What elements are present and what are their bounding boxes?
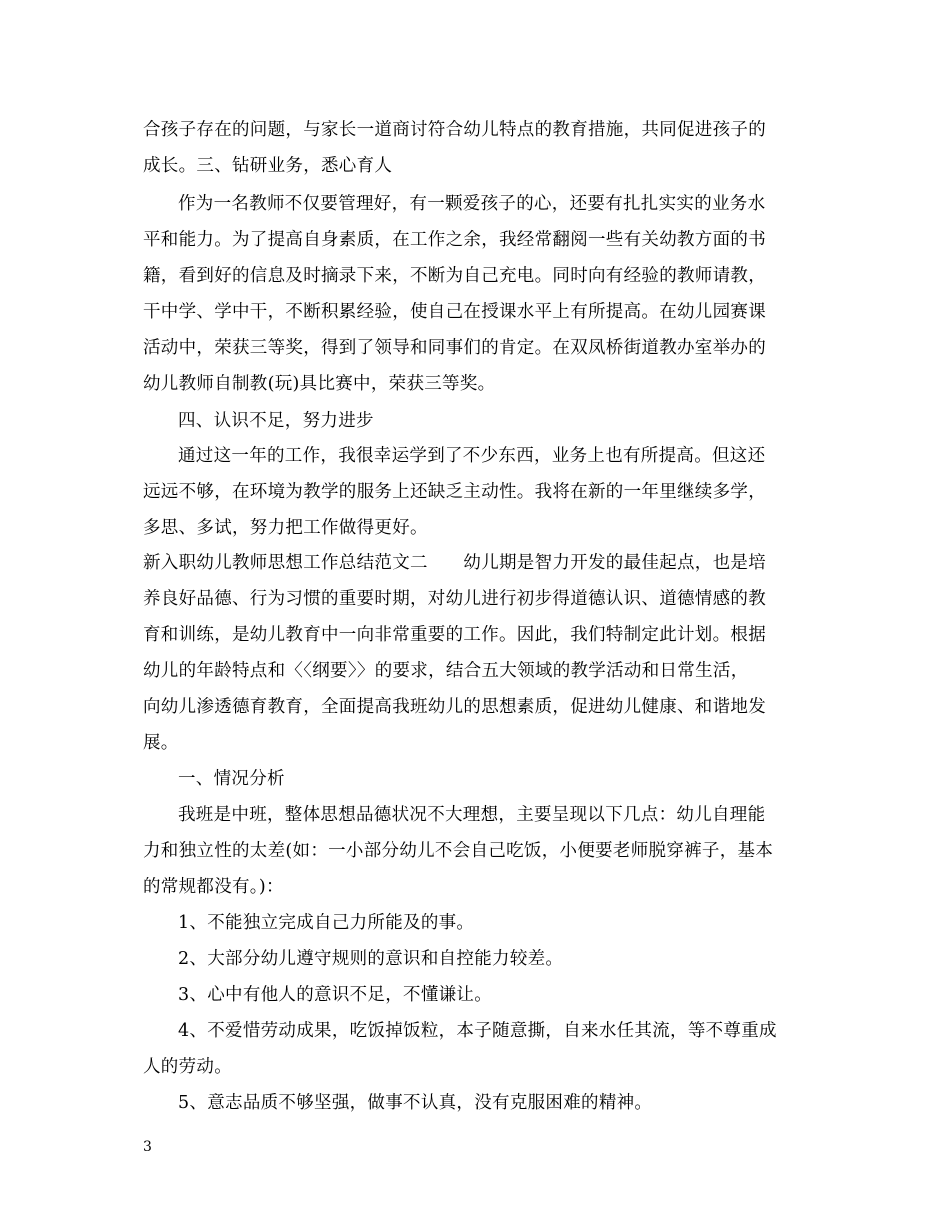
text-line: 作为一名教师不仅要管理好，有一颗爱孩子的心，还要有扎扎实实的业务水 xyxy=(178,194,766,214)
text-line: 幼儿教师自制教(玩)具比赛中，荣获三等奖。 xyxy=(143,374,496,394)
text-line: 我班是中班，整体思想品德状况不大理想，主要呈现以下几点：幼儿自理能 xyxy=(178,805,766,825)
list-item: 4、不爱惜劳动成果，吃饭掉饭粒，本子随意撕，自来水任其流，等不尊重成 xyxy=(178,1021,777,1041)
text-line: 的常规都没有。)： xyxy=(143,877,284,897)
text-line: 成长。三、钻研业务，悉心育人 xyxy=(143,156,393,176)
text-line: 展。 xyxy=(143,733,179,753)
page-number: 3 xyxy=(143,1139,152,1155)
text-line: 多思、多试，努力把工作做得更好。 xyxy=(143,518,428,538)
text-line: 向幼儿渗透德育教育，全面提高我班幼儿的思想素质，促进幼儿健康、和谐地发 xyxy=(143,697,766,717)
text-line: 干中学、学中干，不断积累经验，使自己在授课水平上有所提高。在幼儿园赛课 xyxy=(143,302,766,322)
text-line: 平和能力。为了提高自身素质，在工作之余，我经常翻阅一些有关幼教方面的书 xyxy=(143,230,766,250)
text-line: 新入职幼儿教师思想工作总结范文二 幼儿期是智力开发的最佳起点，也是培 xyxy=(143,553,766,573)
text-line: 远远不够，在环境为教学的服务上还缺乏主动性。我将在新的一年里继续多学， xyxy=(143,482,766,502)
list-item: 1、不能独立完成自己力所能及的事。 xyxy=(178,913,475,933)
text-line: 养良好品德、行为习惯的重要时期，对幼儿进行初步得道德认识、道德情感的教 xyxy=(143,589,766,609)
text-line: 幼儿的年龄特点和〈〈纲要〉〉的要求，结合五大领域的教学活动和日常生活， xyxy=(143,661,749,681)
text-line: 合孩子存在的问题，与家长一道商讨符合幼儿特点的教育措施，共同促进孩子的 xyxy=(143,120,766,140)
text-line: 人的劳动。 xyxy=(143,1057,232,1077)
text-line: 通过这一年的工作，我很幸运学到了不少东西，业务上也有所提高。但这还 xyxy=(178,446,766,466)
text-line: 活动中，荣获三等奖，得到了领导和同事们的肯定。在双凤桥街道教办室举办的 xyxy=(143,338,766,358)
list-item: 2、大部分幼儿遵守规则的意识和自控能力较差。 xyxy=(178,949,564,969)
text-line: 育和训练，是幼儿教育中一向非常重要的工作。因此，我们特制定此计划。根据 xyxy=(143,625,766,645)
section-heading: 四、认识不足，努力进步 xyxy=(178,411,374,431)
list-item: 3、心中有他人的意识不足，不懂谦让。 xyxy=(178,985,493,1005)
list-item: 5、意志品质不够坚强，做事不认真，没有克服困难的精神。 xyxy=(178,1093,653,1113)
text-line: 籍，看到好的信息及时摘录下来，不断为自己充电。同时向有经验的教师请教， xyxy=(143,266,766,286)
text-line: 力和独立性的太差(如：一小部分幼儿不会自己吃饭，小便要老师脱穿裤子，基本 xyxy=(143,841,774,861)
section-heading: 一、情况分析 xyxy=(178,769,285,789)
